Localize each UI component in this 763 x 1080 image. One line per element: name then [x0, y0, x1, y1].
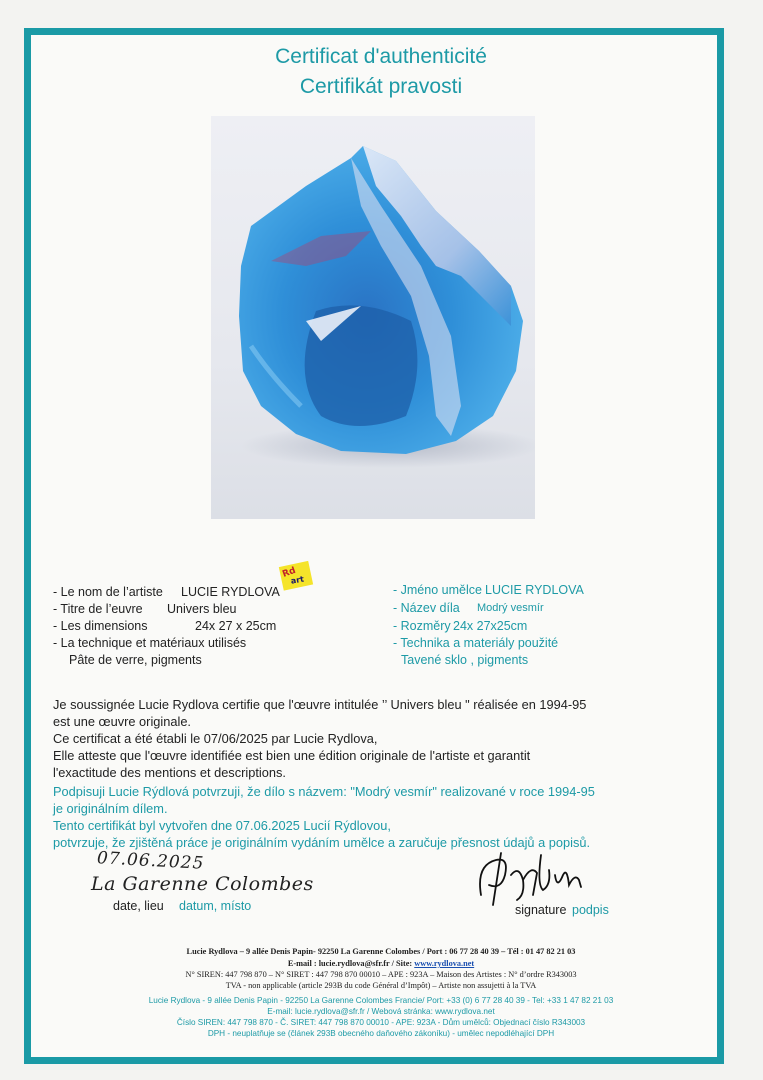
cz-artist-value: LUCIE RYDLOVA — [485, 583, 584, 597]
handwritten-date: 07.06.2025 — [96, 848, 205, 874]
website-link[interactable]: www.rydlova.net — [414, 959, 475, 968]
statement-cz-line: potvrzuje, že zjištěná práce je originálním vydáním umělce a zaručuje přesnost údajů a popisů. — [53, 835, 591, 850]
fr-dimensions-value: 24x 27 x 25cm — [195, 619, 277, 633]
fr-title-value: Univers bleu — [167, 602, 237, 616]
fr-technique-value: Pâte de verre, pigments — [69, 653, 202, 667]
fr-title-label: - Titre de l’euvre — [53, 602, 143, 616]
statement-fr-line: Ce certificat a été établi le 07/06/2025 par Lucie Rydlova, — [53, 731, 378, 746]
fr-artist-value: LUCIE RYDLOVA — [181, 585, 280, 599]
footer-fr-address: Lucie Rydlova – 9 allée Denis Papin- 92250 La Garenne Colombes / Port : 06 77 28 40 39 – Tél : 01 47 82 21 03 — [186, 947, 576, 956]
title-czech: Certifikát pravosti — [299, 75, 463, 98]
footer-cz-address: Lucie Rydlova - 9 allée Denis Papin - 92250 La Garenne Colombes Francie/ Port: +33 (0) 6 77 28 40 39 - Tel: +33 1 47 82 21 03 — [148, 996, 614, 1005]
title-french: Certificat d'authenticité — [275, 45, 487, 68]
artwork-photo — [211, 116, 535, 519]
sculpture-image — [211, 116, 535, 519]
statement-fr-line: Elle atteste que l'œuvre identifiée est bien une édition originale de l'artiste et garantit — [53, 748, 531, 763]
svg-text:Rd: Rd — [281, 565, 298, 580]
footer-fr-registration: N° SIREN: 447 798 870 – N° SIRET : 447 798 870 00010 – APE : 923A – Maison des Artistes : N° d’ordre R343003 — [185, 970, 577, 979]
statement-cz-line: je originálním dílem. — [53, 801, 168, 816]
cz-title-label: - Název díla — [393, 601, 460, 615]
cz-dimensions-value: 24x 27x25cm — [453, 619, 528, 633]
fr-technique-label: - La technique et matériaux utilisés — [53, 636, 247, 650]
date-place-label-cz: datum, místo — [179, 899, 252, 913]
cz-technique-value: Tavené sklo , pigments — [401, 653, 529, 667]
footer-cz-registration: Číslo SIREN: 447 798 870 - Č. SIRET: 447 798 870 00010 - APE: 923A - Dům umělců: Objednací číslo R343003 — [176, 1018, 586, 1027]
footer-cz-contact: E-mail: lucie.rydlova@sfr.fr / Webová stránka: www.rydlova.net — [267, 1007, 495, 1016]
fr-artist-label: - Le nom de l’artiste — [53, 585, 163, 599]
cz-artist-label: - Jméno umělce — [393, 583, 482, 597]
signature-drawing — [471, 845, 621, 907]
svg-text:art: art — [290, 574, 305, 586]
date-place-label-fr: date, lieu — [113, 899, 164, 913]
certificate-frame — [24, 28, 724, 1064]
statement-cz-line: Tento certifikát byl vytvořen dne 07.06.2025 Lucií Rýdlovou, — [53, 818, 391, 833]
footer-fr-contact: E-mail : lucie.rydlova@sfr.fr / Site: www.rydlova.net — [287, 959, 475, 968]
fr-dimensions-label: - Les dimensions — [53, 619, 148, 633]
statement-fr-line: l'exactitude des mentions et descriptions. — [53, 765, 286, 780]
statement-fr-line: est une œuvre originale. — [53, 714, 191, 729]
signature-label-fr: signature — [515, 903, 567, 917]
cz-technique-label: - Technika a materiály použité — [393, 636, 559, 650]
signature-label-cz: podpis — [572, 903, 609, 917]
statement-cz-line: Podpisuji Lucie Rýdlová potvrzuji, že dílo s názvem: "Modrý vesmír" realizované v roce 1994-95 — [53, 784, 595, 799]
handwritten-place: La Garenne Colombes — [91, 873, 314, 895]
cz-title-value: Modrý vesmír — [477, 602, 544, 614]
footer-fr-vat: TVA - non applicable (article 293B du code Général d’Impôt) – Artiste non assujetti à la TVA — [225, 981, 537, 990]
statement-fr-line: Je soussignée Lucie Rydlova certifie que l'œuvre intitulée ’’ Univers bleu " réalisée en 1994-95 — [53, 697, 587, 712]
cz-dimensions-label: - Rozměry — [393, 619, 451, 633]
footer-cz-vat: DPH - neuplatňuje se (článek 293B obecného daňového zákoníku) - umělec nepodléhající DPH — [207, 1029, 555, 1038]
rydlova-logo — [275, 560, 315, 592]
